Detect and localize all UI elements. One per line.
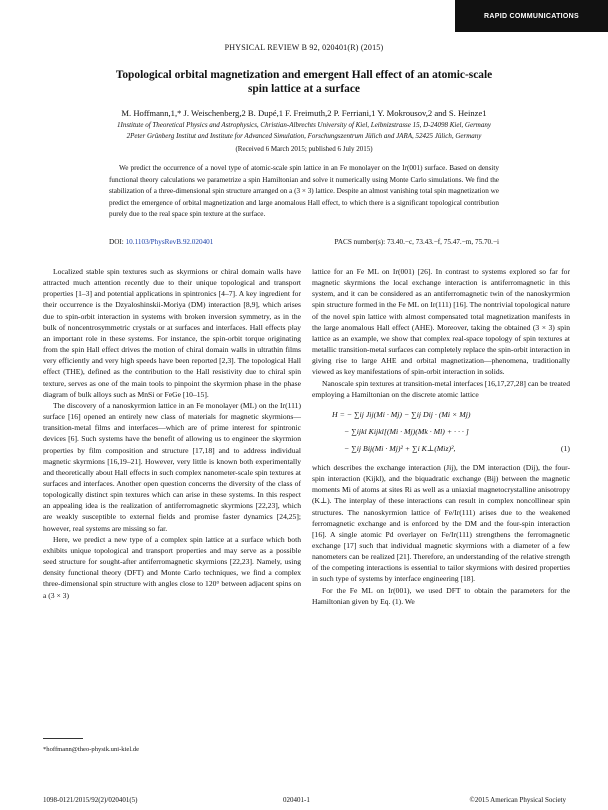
footer-copyright: ©2015 American Physical Society <box>469 796 566 804</box>
paper-title <box>60 68 548 96</box>
hamiltonian-equation <box>312 406 570 457</box>
paragraph: Localized stable spin textures such as skyrmions or chiral domain walls have attracted much attention recently due to their unique topological and transport properties [1–3] and potential applications in spintronics [4–7]. A key ingredient for their occurrence is the Dzyaloshinskii-Moriya (DM) interaction [8,9], which arises due to spin-orbit interaction in systems with broken inversion symmetry, as in the bulk of noncentrosymmetric crystals or at surfaces and interfaces. Hall effects play an important role in these systems. For instance, the spin-orbit torque originating from the spin Hall effect drives the motion of chiral domain walls in ultrathin films very efficiently and very high speeds have been reported [2,3]. The topological Hall effect (THE), defined as the contribution to the Hall resistivity due to chiral spin texture, serves as one of the main tools to pinpoint the skyrmion phase in the phase diagram of bulk alloys such as MnSi or FeGe [10–15]. <box>43 267 301 399</box>
title-line-1: Topological orbital magnetization and emergent Hall effect of an atomic-scale <box>115 69 493 81</box>
paragraph: Nanoscale spin textures at transition-metal interfaces [16,17,27,28] can be treated employing a Hamiltonian on the discrete atomic lattice <box>312 378 570 399</box>
paragraph: which describes the exchange interaction (Jij), the DM interaction (Dij), the four-spin interaction (Kijkl), and the biquadratic exchange (Bij) between the magnetic moments Mi of atoms at sites Ri as well as a uniaxial magnetocrystalline anisotropy (K⊥). The interplay of these interactions can result in complex noncollinear spin structures. The nanoskyrmion lattice of Fe/Ir(111) arises due to the weakened ferromagnetic exchange and is enforced by the DM and the four-spin interaction [16]. A single atomic Pd overlayer on Fe/Ir(111) strengthens the ferromagnetic exchange [17] such that individual magnetic skyrmions with a diameter of a few nanometers can be realized [21]. Therefore, an understanding of the relative strength of the competing interactions is essential to tailor skyrmions with desired properties in such type of systems by interface engineering [18]. <box>312 462 570 584</box>
abstract-text: We predict the occurrence of a novel type of atomic-scale spin lattice in an Fe monolayer on the Ir(001) surface. Based on density functional theory calculations we parametrize a spin Hamiltonian and solve it numerically using Monte Carlo simulations. We find the stabilization of a three-dimensional spin structure arranged on a (3 × 3) lattice. Despite an almost vanishing total spin magnetization we predict the emergence of orbital magnetization and large anomalous Hall effect, to which there is a significant topological contribution purely due to the real space spin texture at the surface. <box>109 164 499 219</box>
received-dates: (Received 6 March 2015; published 6 July 2015) <box>235 145 373 153</box>
title-line-2: spin lattice at a surface <box>248 83 360 95</box>
equation-line-1: H = − ∑ij Jij(Mi · Mj) − ∑ij Dij · (Mi × Mj) <box>332 409 471 419</box>
right-column <box>312 266 570 607</box>
affiliation-2: 2Peter Grünberg Institut and Institute for Advanced Simulation, Forschungszentrum Jülich and JARA, 52425 Jülich, Germany <box>126 132 482 140</box>
equation-line-2: − ∑ijkl Kijkl[(Mi · Mj)(Mk · Ml) + · · · ] <box>344 426 469 436</box>
paragraph: The discovery of a nanoskyrmion lattice in an Fe monolayer (ML) on the Ir(111) surface [16] opened an entirely new class of materials for magnetic skyrmions—transition-metal films and interfaces—which are of prime interest for spintronic devices [6]. Such systems have the benefit of allowing us to engineer the skyrmion properties by film composition and structure [17,18] and to address individual magnetic skyrmions [16,19–21]. However, very little is known both experimentally and theoretically about Hall effects in such complex nanometer-scale spin textures at surfaces and interfaces. Another open question concerns the diversity of the class of topologically distinct spin textures which can arise in these systems. In this respect an appealing idea is the realization of antiferromagnetic skyrmions [22,23], which are weakly susceptible to external fields and promise faster dynamics [24,25]; however, real systems are missing so far. <box>43 400 301 533</box>
doi-link[interactable]: 10.1103/PhysRevB.92.020401 <box>125 238 214 246</box>
journal-banner: RAPID COMMUNICATIONS <box>455 0 608 32</box>
footnote-email: *hoffmann@theo-physik.uni-kiel.de <box>43 746 140 753</box>
paragraph: Here, we predict a new type of a complex spin lattice at a surface which both exhibits unique topological and transport properties and may serve as a possible seed structure for sought-after antiferromagnetic skyrmions [22,23]. Namely, using density functional theory (DFT) and Monte Carlo techniques, we find a complex three-dimensional spin structure with angles close to 120° between adjacent spins on a (3 × 3) <box>43 534 301 600</box>
footnote-rule <box>43 738 83 739</box>
equation-number: (1) <box>560 443 570 453</box>
affiliation-1: 1Institute of Theoretical Physics and Astrophysics, Christian-Albrechts University of Kiel, Leibnizstrasse 15, D-24098 Kiel, Germany <box>117 121 491 129</box>
doi-line <box>109 238 499 246</box>
paragraph: For the Fe ML on Ir(001), we used DFT to obtain the parameters for the Hamiltonian given by Eq. (1). We <box>312 585 570 606</box>
footer-page-number: 020401-1 <box>283 796 310 804</box>
abstract <box>109 163 499 221</box>
author-list: M. Hoffmann,1,* J. Weischenberg,2 B. Dupé,1 F. Freimuth,2 P. Ferriani,1 Y. Mokrousov,2 and S. Heinze1 <box>121 108 487 118</box>
paragraph: lattice for an Fe ML on Ir(001) [26]. In contrast to systems explored so far for magnetic skyrmions the local exchange interaction is antiferromagnetic in this system, and it can be considered as an antiferromagnetic twin of the nanoskyrmion spin structure formed in the Fe ML on Ir(111) [16]. The nontrivial topological nature of the novel spin lattice with almost compensated total magnetization manifests in the large anomalous Hall effect (AHE). Moreover, taking the obtained (3 × 3) spin lattice as an example, we show that complex real-space topology of spin textures at metallic transition-metal surfaces can completely replace the spin-orbit interaction in giving rise to large AHE and orbital magnetization—phenomena, traditionally viewed as key manifestations of spin-orbit interaction in solids. <box>312 267 570 377</box>
footer-issn: 1098-0121/2015/92(2)/020401(5) <box>43 796 138 804</box>
doi-label: DOI: <box>109 238 124 246</box>
left-column <box>43 266 301 601</box>
pacs-numbers: PACS number(s): 73.40.−c, 73.43.−f, 75.47.−m, 75.70.−i <box>334 238 499 246</box>
equation-line-3: − ∑ij Bij(Mi · Mj)² + ∑i K⊥(Miz)², <box>344 443 456 453</box>
running-head: PHYSICAL REVIEW B 92, 020401(R) (2015) <box>224 43 384 52</box>
